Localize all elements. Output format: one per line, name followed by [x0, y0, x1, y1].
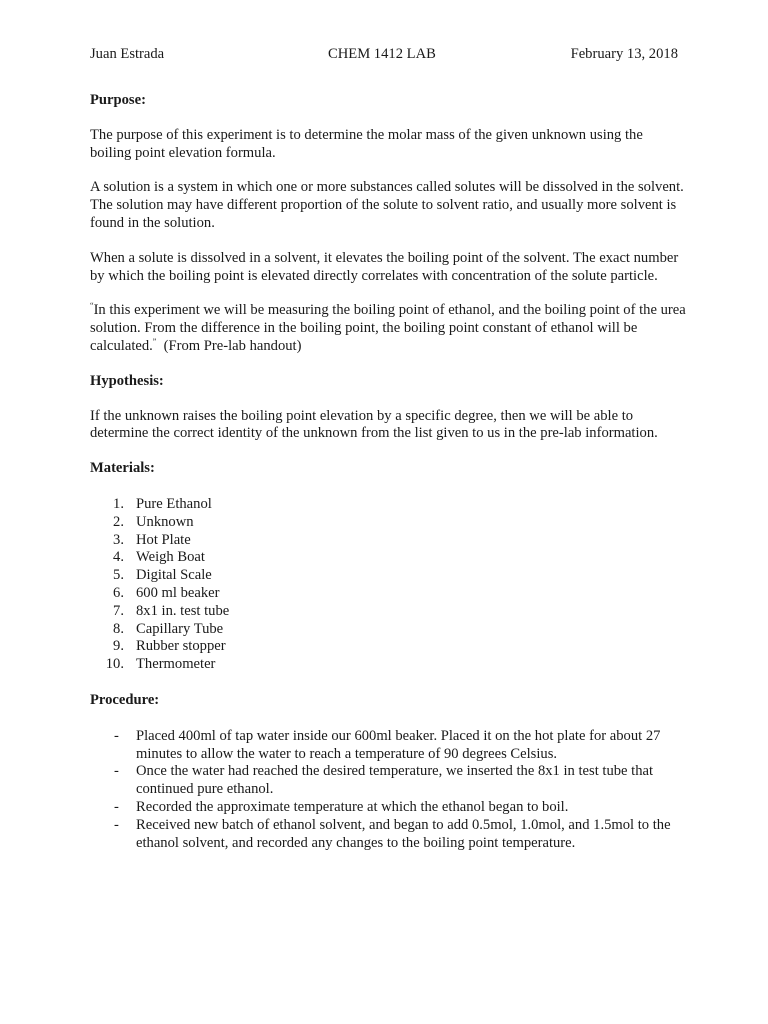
list-item	[90, 638, 686, 656]
document-header	[90, 46, 686, 66]
list-item	[90, 567, 686, 585]
procedure-step	[90, 799, 686, 817]
list-number: 2.	[113, 513, 124, 530]
list-number: 8.	[113, 620, 124, 637]
bullet-dash: -	[114, 816, 119, 833]
quote-close-mark: ”	[152, 337, 157, 347]
materials-heading: Materials:	[90, 460, 155, 477]
procedure-step	[90, 817, 686, 853]
quote-source: (From Pre-lab handout)	[156, 337, 302, 354]
list-number: 9.	[113, 638, 124, 655]
list-number: 3.	[113, 531, 124, 548]
list-number: 5.	[113, 567, 124, 584]
list-item	[90, 496, 686, 514]
procedure-heading: Procedure:	[90, 691, 160, 708]
document-page	[90, 46, 686, 852]
author-name: Juan Estrada	[90, 46, 165, 62]
list-item-label: Hot Plate	[136, 531, 191, 548]
purpose-quote	[90, 302, 686, 355]
list-number: 1.	[113, 495, 124, 512]
quote-open-mark: “	[90, 301, 94, 311]
list-item	[90, 532, 686, 550]
procedure-step	[90, 728, 686, 764]
list-item	[90, 549, 686, 567]
hypothesis-heading: Hypothesis:	[90, 372, 164, 389]
list-item-label: Digital Scale	[136, 567, 212, 584]
purpose-heading: Purpose:	[90, 92, 146, 108]
bullet-dash: -	[114, 727, 119, 744]
procedure-step-text: Once the water had reached the desired temperature, we inserted the 8x1 in test tube that continued pure ethanol.	[136, 763, 654, 798]
materials-list	[90, 496, 686, 674]
list-item	[90, 656, 686, 674]
procedure-step-text: Recorded the approximate temperature at which the ethanol began to boil.	[136, 798, 569, 815]
list-item-label: Unknown	[136, 513, 194, 530]
bullet-dash: -	[114, 798, 119, 815]
procedure-list	[90, 728, 686, 853]
list-item-label: Thermometer	[136, 656, 216, 673]
list-item-label: Capillary Tube	[136, 620, 224, 637]
list-item-label: 8x1 in. test tube	[136, 602, 230, 619]
document-date: February 13, 2018	[570, 46, 678, 62]
purpose-paragraph-2: A solution is a system in which one or more substances called solutes will be dissolved in the solvent. The solution may have different proportion of the solute to solvent ratio, and usually more solvent is found in the solution.	[90, 179, 684, 231]
list-number: 4.	[113, 549, 124, 566]
list-number: 10.	[105, 656, 124, 673]
list-number: 6.	[113, 584, 124, 601]
list-item-label: Weigh Boat	[136, 549, 205, 566]
list-number: 7.	[113, 602, 124, 619]
procedure-step-text: Received new batch of ethanol solvent, and began to add 0.5mol, 1.0mol, and 1.5mol to the ethanol solvent, and recorded any changes to the boiling point temperature.	[136, 816, 671, 851]
procedure-step	[90, 763, 686, 799]
list-item-label: Pure Ethanol	[136, 495, 212, 512]
course-title: CHEM 1412 LAB	[328, 46, 436, 62]
hypothesis-text: If the unknown raises the boiling point elevation by a specific degree, then we will be able to determine the correct identity of the unknown from the list given to us in the pre-lab information.	[90, 407, 658, 442]
list-item-label: 600 ml beaker	[136, 584, 220, 601]
purpose-paragraph-3: When a solute is dissolved in a solvent, it elevates the boiling point of the solvent. The exact number by which the boiling point is elevated directly correlates with concentration of the solute particle.	[90, 249, 679, 284]
list-item-label: Rubber stopper	[136, 638, 226, 655]
list-item	[90, 514, 686, 532]
list-item	[90, 585, 686, 603]
list-item	[90, 603, 686, 621]
bullet-dash: -	[114, 763, 119, 780]
purpose-paragraph-1: The purpose of this experiment is to determine the molar mass of the given unknown using the boiling point elevation formula.	[90, 126, 643, 161]
quote-text: In this experiment we will be measuring the boiling point of ethanol, and the boiling point of the urea solution. From the difference in the boiling point, the boiling point constant of ethanol will be calculated.	[90, 302, 686, 354]
procedure-step-text: Placed 400ml of tap water inside our 600ml beaker. Placed it on the hot plate for about 27 minutes to allow the water to reach a temperature of 90 degrees Celsius.	[136, 727, 661, 762]
list-item	[90, 621, 686, 639]
